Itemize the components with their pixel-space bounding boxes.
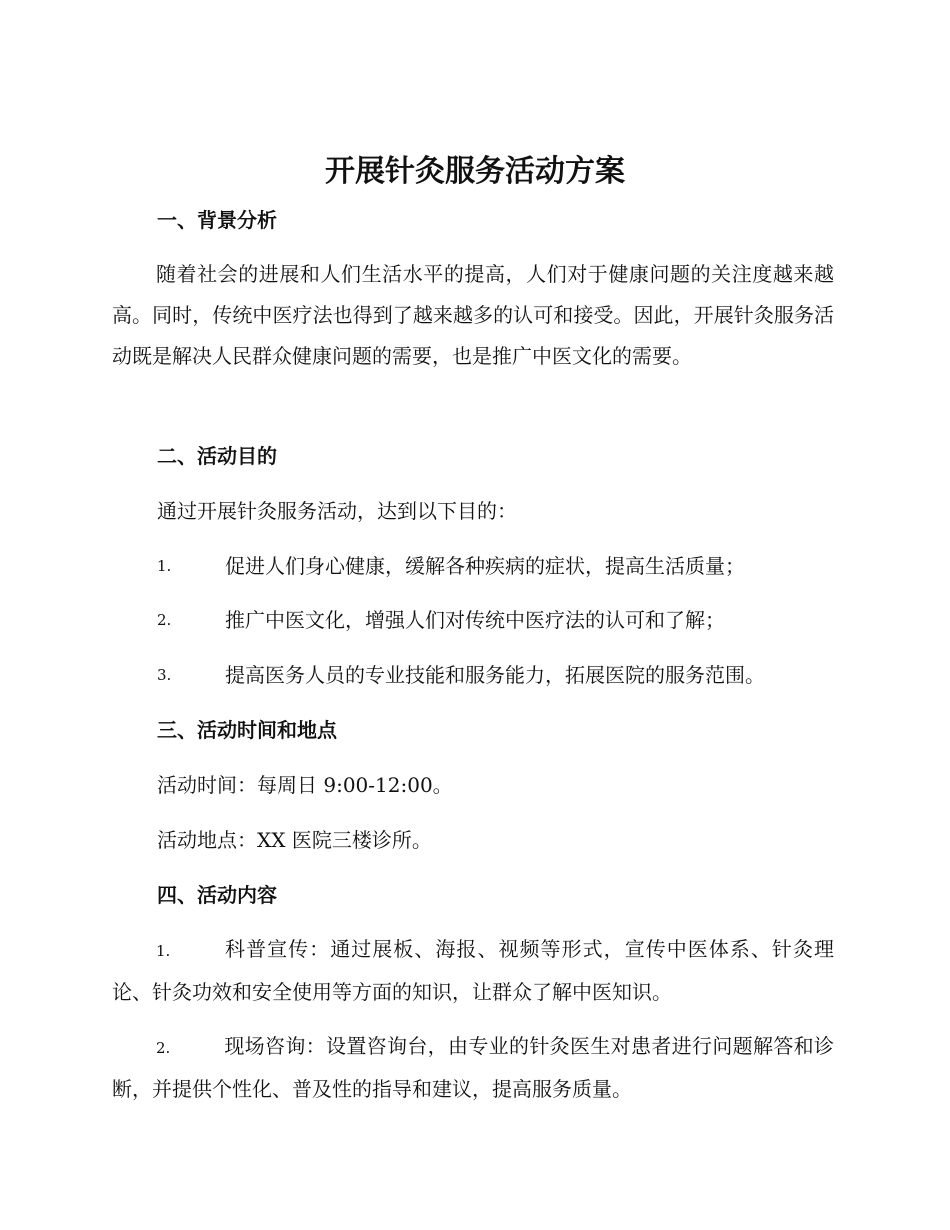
list-item-text: 现场咨询：设置咨询台，由专业的针灸医生对患者进行问题解答和诊断，并提供个性化、普及性的指导和建议，提高服务质量。 xyxy=(112,1034,834,1101)
list-item-text: 科普宣传：通过展板、海报、视频等形式，宣传中医体系、针灸理论、针灸功效和安全使用等方面的知识，让群众了解中医知识。 xyxy=(112,937,834,1004)
list-item-number: 3. xyxy=(157,666,172,684)
activity-location: 活动地点：XX 医院三楼诊所。 xyxy=(157,828,432,852)
list-item-number: 2. xyxy=(157,611,172,629)
list-item-number: 1. xyxy=(157,557,172,575)
purpose-list-item xyxy=(157,661,837,689)
document-title: 开展针灸服务活动方案 xyxy=(325,154,625,189)
purpose-list-item xyxy=(157,552,837,580)
list-item-number: 2. xyxy=(156,1039,171,1057)
section-heading-content: 四、活动内容 xyxy=(157,883,277,907)
purpose-list-item xyxy=(157,606,837,634)
section-heading-time-place: 三、活动时间和地点 xyxy=(157,718,337,742)
section-heading-purpose: 二、活动目的 xyxy=(157,444,277,468)
purpose-intro: 通过开展针灸服务活动，达到以下目的： xyxy=(157,499,517,523)
section-heading-background: 一、背景分析 xyxy=(157,208,277,232)
content-list-item xyxy=(112,1026,834,1110)
list-item-text: 提高医务人员的专业技能和服务能力，拓展医院的服务范围。 xyxy=(225,663,765,687)
background-paragraph: 随着社会的进展和人们生活水平的提高，人们对于健康问题的关注度越来越高。同时，传统中医疗法也得到了越来越多的认可和接受。因此，开展针灸服务活动既是解决人民群众健康问题的需要，也是推广中医文化的需要。 xyxy=(112,262,834,368)
list-item-number: 1. xyxy=(156,942,171,960)
list-item-text: 推广中医文化，增强人们对传统中医疗法的认可和了解； xyxy=(225,608,725,632)
activity-time: 活动时间：每周日 9:00-12:00。 xyxy=(157,773,453,797)
list-item-text: 促进人们身心健康，缓解各种疾病的症状，提高生活质量； xyxy=(225,554,745,578)
content-list-item xyxy=(112,929,834,1013)
